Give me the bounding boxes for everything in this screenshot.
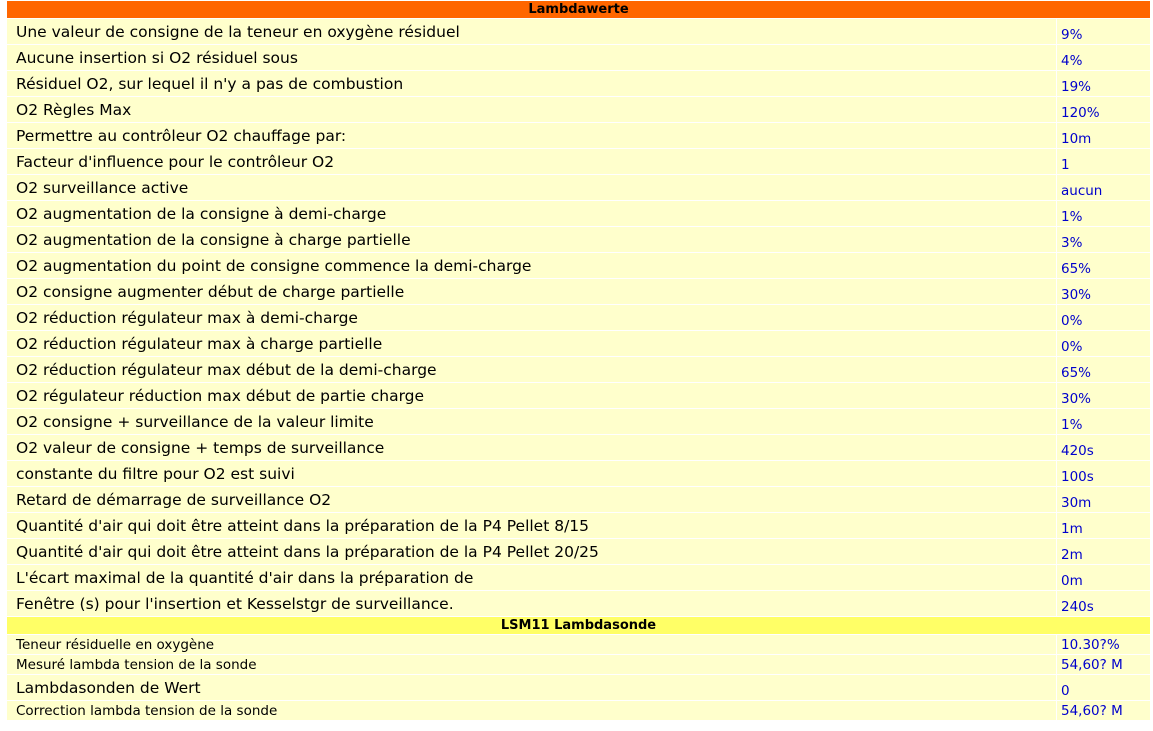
parameter-value: 0m [1057,565,1151,591]
parameter-label: L'écart maximal de la quantité d'air dans la préparation de [7,565,1057,591]
parameter-value: 9% [1057,19,1151,45]
table-row [7,71,1151,97]
parameter-value: 0% [1057,331,1151,357]
parameter-label: Fenêtre (s) pour l'insertion et Kesselstgr de surveillance. [7,591,1057,617]
parameter-value: 1m [1057,513,1151,539]
table-row [7,635,1151,655]
table-row [7,305,1151,331]
parameter-label: Aucune insertion si O2 résiduel sous [7,45,1057,71]
parameter-label: O2 consigne + surveillance de la valeur limite [7,409,1057,435]
table-row [7,357,1151,383]
parameter-value: 1% [1057,201,1151,227]
table-row [7,227,1151,253]
table-row [7,513,1151,539]
parameter-value: 1% [1057,409,1151,435]
parameter-value: 240s [1057,591,1151,617]
parameter-label: Mesuré lambda tension de la sonde [7,655,1057,675]
table-row [7,487,1151,513]
parameter-label: Lambdasonden de Wert [7,675,1057,701]
parameter-label: Quantité d'air qui doit être atteint dans la préparation de la P4 Pellet 8/15 [7,513,1057,539]
parameter-label: Facteur d'influence pour le contrôleur O2 [7,149,1057,175]
parameter-label: Une valeur de consigne de la teneur en oxygène résiduel [7,19,1057,45]
parameter-label: Teneur résiduelle en oxygène [7,635,1057,655]
table-row [7,253,1151,279]
table-row [7,45,1151,71]
parameter-label: O2 consigne augmenter début de charge partielle [7,279,1057,305]
section-title: LSM11 Lambdasonde [7,617,1151,635]
parameter-value: 10.30?% [1057,635,1151,655]
parameter-label: Correction lambda tension de la sonde [7,701,1057,721]
parameter-value: 65% [1057,253,1151,279]
table-row [7,539,1151,565]
parameter-value: 54,60? M [1057,655,1151,675]
parameter-label: O2 augmentation de la consigne à charge partielle [7,227,1057,253]
parameter-value: 54,60? M [1057,701,1151,721]
table-row [7,279,1151,305]
parameter-value: 2m [1057,539,1151,565]
parameter-value: 30% [1057,279,1151,305]
parameter-label: O2 surveillance active [7,175,1057,201]
parameter-value: 120% [1057,97,1151,123]
table-row [7,123,1151,149]
parameter-value: 420s [1057,435,1151,461]
table-row [7,701,1151,721]
parameter-label: O2 régulateur réduction max début de partie charge [7,383,1057,409]
table-row [7,655,1151,675]
table-row [7,675,1151,701]
section-title: Lambdawerte [7,1,1151,19]
parameter-value: 10m [1057,123,1151,149]
parameter-label: Résiduel O2, sur lequel il n'y a pas de combustion [7,71,1057,97]
parameter-label: O2 réduction régulateur max à demi-charge [7,305,1057,331]
parameter-value: 65% [1057,357,1151,383]
table-row [7,383,1151,409]
lambda-values-table [6,0,1151,721]
table-row [7,331,1151,357]
parameter-value: aucun [1057,175,1151,201]
parameter-label: O2 Règles Max [7,97,1057,123]
table-row [7,201,1151,227]
parameter-value: 30m [1057,487,1151,513]
parameter-label: O2 augmentation du point de consigne commence la demi-charge [7,253,1057,279]
parameter-label: O2 valeur de consigne + temps de surveillance [7,435,1057,461]
parameter-label: O2 réduction régulateur max à charge partielle [7,331,1057,357]
section-header-lsm11-lambdasonde [7,617,1151,635]
table-row [7,565,1151,591]
parameter-label: Retard de démarrage de surveillance O2 [7,487,1057,513]
parameter-label: Permettre au contrôleur O2 chauffage par: [7,123,1057,149]
parameter-label: Quantité d'air qui doit être atteint dans la préparation de la P4 Pellet 20/25 [7,539,1057,565]
section-header-lambdawerte [7,1,1151,19]
table-row [7,461,1151,487]
parameter-value: 4% [1057,45,1151,71]
table-row [7,591,1151,617]
parameter-value: 3% [1057,227,1151,253]
parameter-value: 100s [1057,461,1151,487]
parameter-value: 0 [1057,675,1151,701]
parameter-label: constante du filtre pour O2 est suivi [7,461,1057,487]
parameter-value: 30% [1057,383,1151,409]
table-row [7,149,1151,175]
parameter-value: 0% [1057,305,1151,331]
parameter-value: 19% [1057,71,1151,97]
table-row [7,435,1151,461]
parameter-label: O2 augmentation de la consigne à demi-charge [7,201,1057,227]
table-row [7,409,1151,435]
table-row [7,175,1151,201]
table-row [7,19,1151,45]
parameter-label: O2 réduction régulateur max début de la demi-charge [7,357,1057,383]
parameter-value: 1 [1057,149,1151,175]
table-row [7,97,1151,123]
